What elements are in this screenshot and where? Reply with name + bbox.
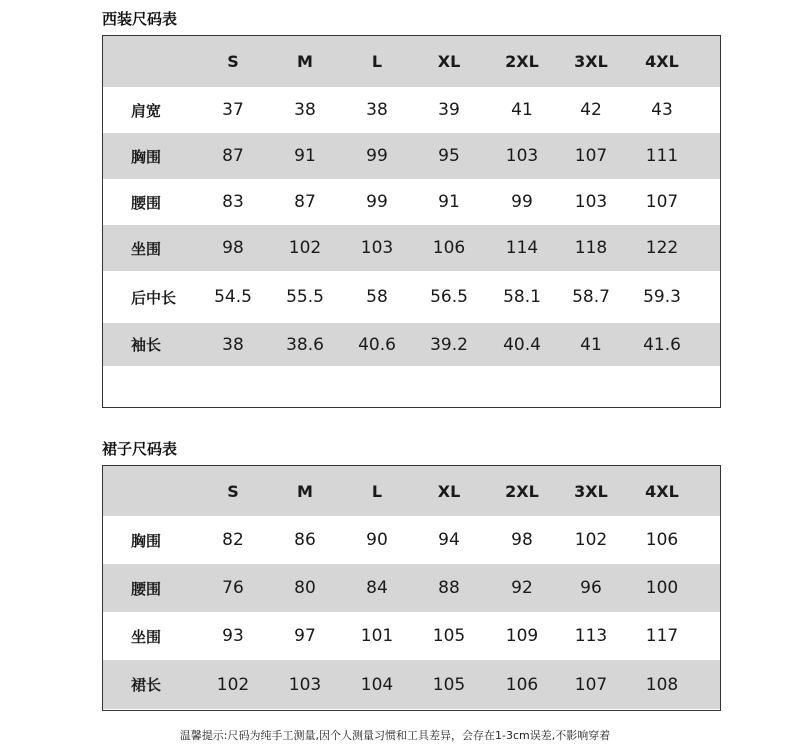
measurement-value: 98 [511,530,533,550]
measurement-value: 38 [222,334,244,355]
measurement-value: 106 [505,674,539,695]
table-header-row [103,466,720,516]
measurement-value: 107 [574,146,608,166]
measurement-value: 59.3 [643,287,681,307]
measurement-value: 88 [438,578,460,598]
table-row [103,133,720,179]
measurement-value: 41 [580,334,602,355]
table-row [103,271,720,323]
measurement-value: 84 [366,578,388,598]
skirt-size-chart-title: 裙子尺码表 [102,440,178,458]
measurement-value: 103 [288,674,322,695]
size-footnote: 温馨提示:尺码为纯手工测量,因个人测量习惯和工具差异，会存在1-3cm误差,不影响穿着 [179,729,611,742]
measurement-value: 58.1 [503,287,541,307]
measurement-label: 裙长 [131,676,162,694]
measurement-label: 胸围 [131,531,162,550]
measurement-value: 83 [222,192,244,212]
measurement-value: 105 [432,626,466,646]
measurement-value: 87 [222,146,244,166]
measurement-value: 41 [511,100,533,120]
measurement-value: 118 [574,238,608,258]
measurement-value: 38.6 [286,334,324,355]
measurement-value: 107 [574,674,608,695]
measurement-value: 80 [294,578,316,598]
measurement-value: 86 [294,530,316,550]
measurement-value: 99 [511,192,533,212]
measurement-label: 坐围 [131,627,162,646]
measurement-value: 102 [216,674,250,695]
measurement-value: 109 [505,626,539,646]
measurement-value: 122 [645,238,679,258]
measurement-value: 90 [366,530,388,550]
size-header-l: L [371,481,383,501]
size-header-l: L [371,52,383,71]
suit-size-chart-title: 西装尺码表 [102,10,178,28]
measurement-value: 103 [505,146,539,166]
measurement-value: 103 [574,192,608,212]
measurement-label: 后中长 [131,288,177,307]
measurement-value: 100 [645,578,679,598]
measurement-value: 41.6 [643,334,681,355]
size-header-2xl: 2XL [505,52,539,71]
measurement-value: 99 [366,192,388,212]
measurement-value: 91 [438,192,460,212]
measurement-value: 91 [294,146,316,166]
measurement-label: 坐围 [131,239,162,258]
measurement-value: 117 [645,626,679,646]
measurement-label: 腰围 [131,579,162,598]
measurement-value: 55.5 [286,287,324,307]
measurement-value: 39.2 [430,334,468,355]
table-row [103,87,720,133]
table-row [103,612,720,660]
size-header-xl: XL [437,52,461,71]
table-row [103,660,720,709]
measurement-value: 93 [222,626,244,646]
table-row [103,323,720,366]
measurement-value: 38 [294,100,316,120]
measurement-value: 113 [574,626,608,646]
measurement-value: 87 [294,192,316,212]
measurement-label: 袖长 [131,336,162,354]
size-header-2xl: 2XL [505,481,539,501]
measurement-value: 105 [432,674,466,695]
measurement-value: 107 [645,192,679,212]
size-header-4xl: 4XL [645,52,679,71]
size-header-m: M [297,52,313,71]
measurement-value: 76 [222,578,244,598]
measurement-value: 56.5 [430,287,468,307]
table-row [103,179,720,225]
measurement-value: 92 [511,578,533,598]
size-header-3xl: 3XL [574,52,608,71]
size-header-s: S [227,481,239,501]
measurement-value: 58 [366,287,388,307]
measurement-value: 40.6 [358,334,396,355]
measurement-value: 43 [651,100,673,120]
measurement-value: 40.4 [503,334,541,355]
size-header-s: S [227,52,239,71]
measurement-value: 106 [432,238,466,258]
measurement-label: 肩宽 [131,101,162,120]
measurement-label: 腰围 [131,193,162,212]
skirt-size-table [102,465,721,711]
measurement-value: 42 [580,100,602,120]
measurement-value: 111 [645,146,679,166]
measurement-value: 37 [222,100,244,120]
measurement-value: 99 [366,146,388,166]
measurement-value: 104 [360,674,394,695]
size-header-3xl: 3XL [574,481,608,501]
measurement-value: 38 [366,100,388,120]
measurement-value: 102 [574,530,608,550]
measurement-value: 108 [645,674,679,695]
measurement-value: 106 [645,530,679,550]
measurement-value: 82 [222,530,244,550]
measurement-label: 胸围 [131,147,162,166]
measurement-value: 97 [294,626,316,646]
measurement-value: 103 [360,238,394,258]
measurement-value: 101 [360,626,394,646]
measurement-value: 94 [438,530,460,550]
size-header-4xl: 4XL [645,481,679,501]
table-header-row [103,36,720,87]
table-row [103,225,720,271]
table-row [103,564,720,612]
size-header-m: M [297,481,313,501]
measurement-value: 114 [505,238,539,258]
measurement-value: 39 [438,100,460,120]
table-row [103,516,720,564]
measurement-value: 96 [580,578,602,598]
suit-size-table [102,35,721,408]
measurement-value: 102 [288,238,322,258]
size-header-xl: XL [437,481,461,501]
measurement-value: 98 [222,238,244,258]
measurement-value: 54.5 [214,287,252,307]
measurement-value: 95 [438,146,460,166]
measurement-value: 58.7 [572,287,610,307]
